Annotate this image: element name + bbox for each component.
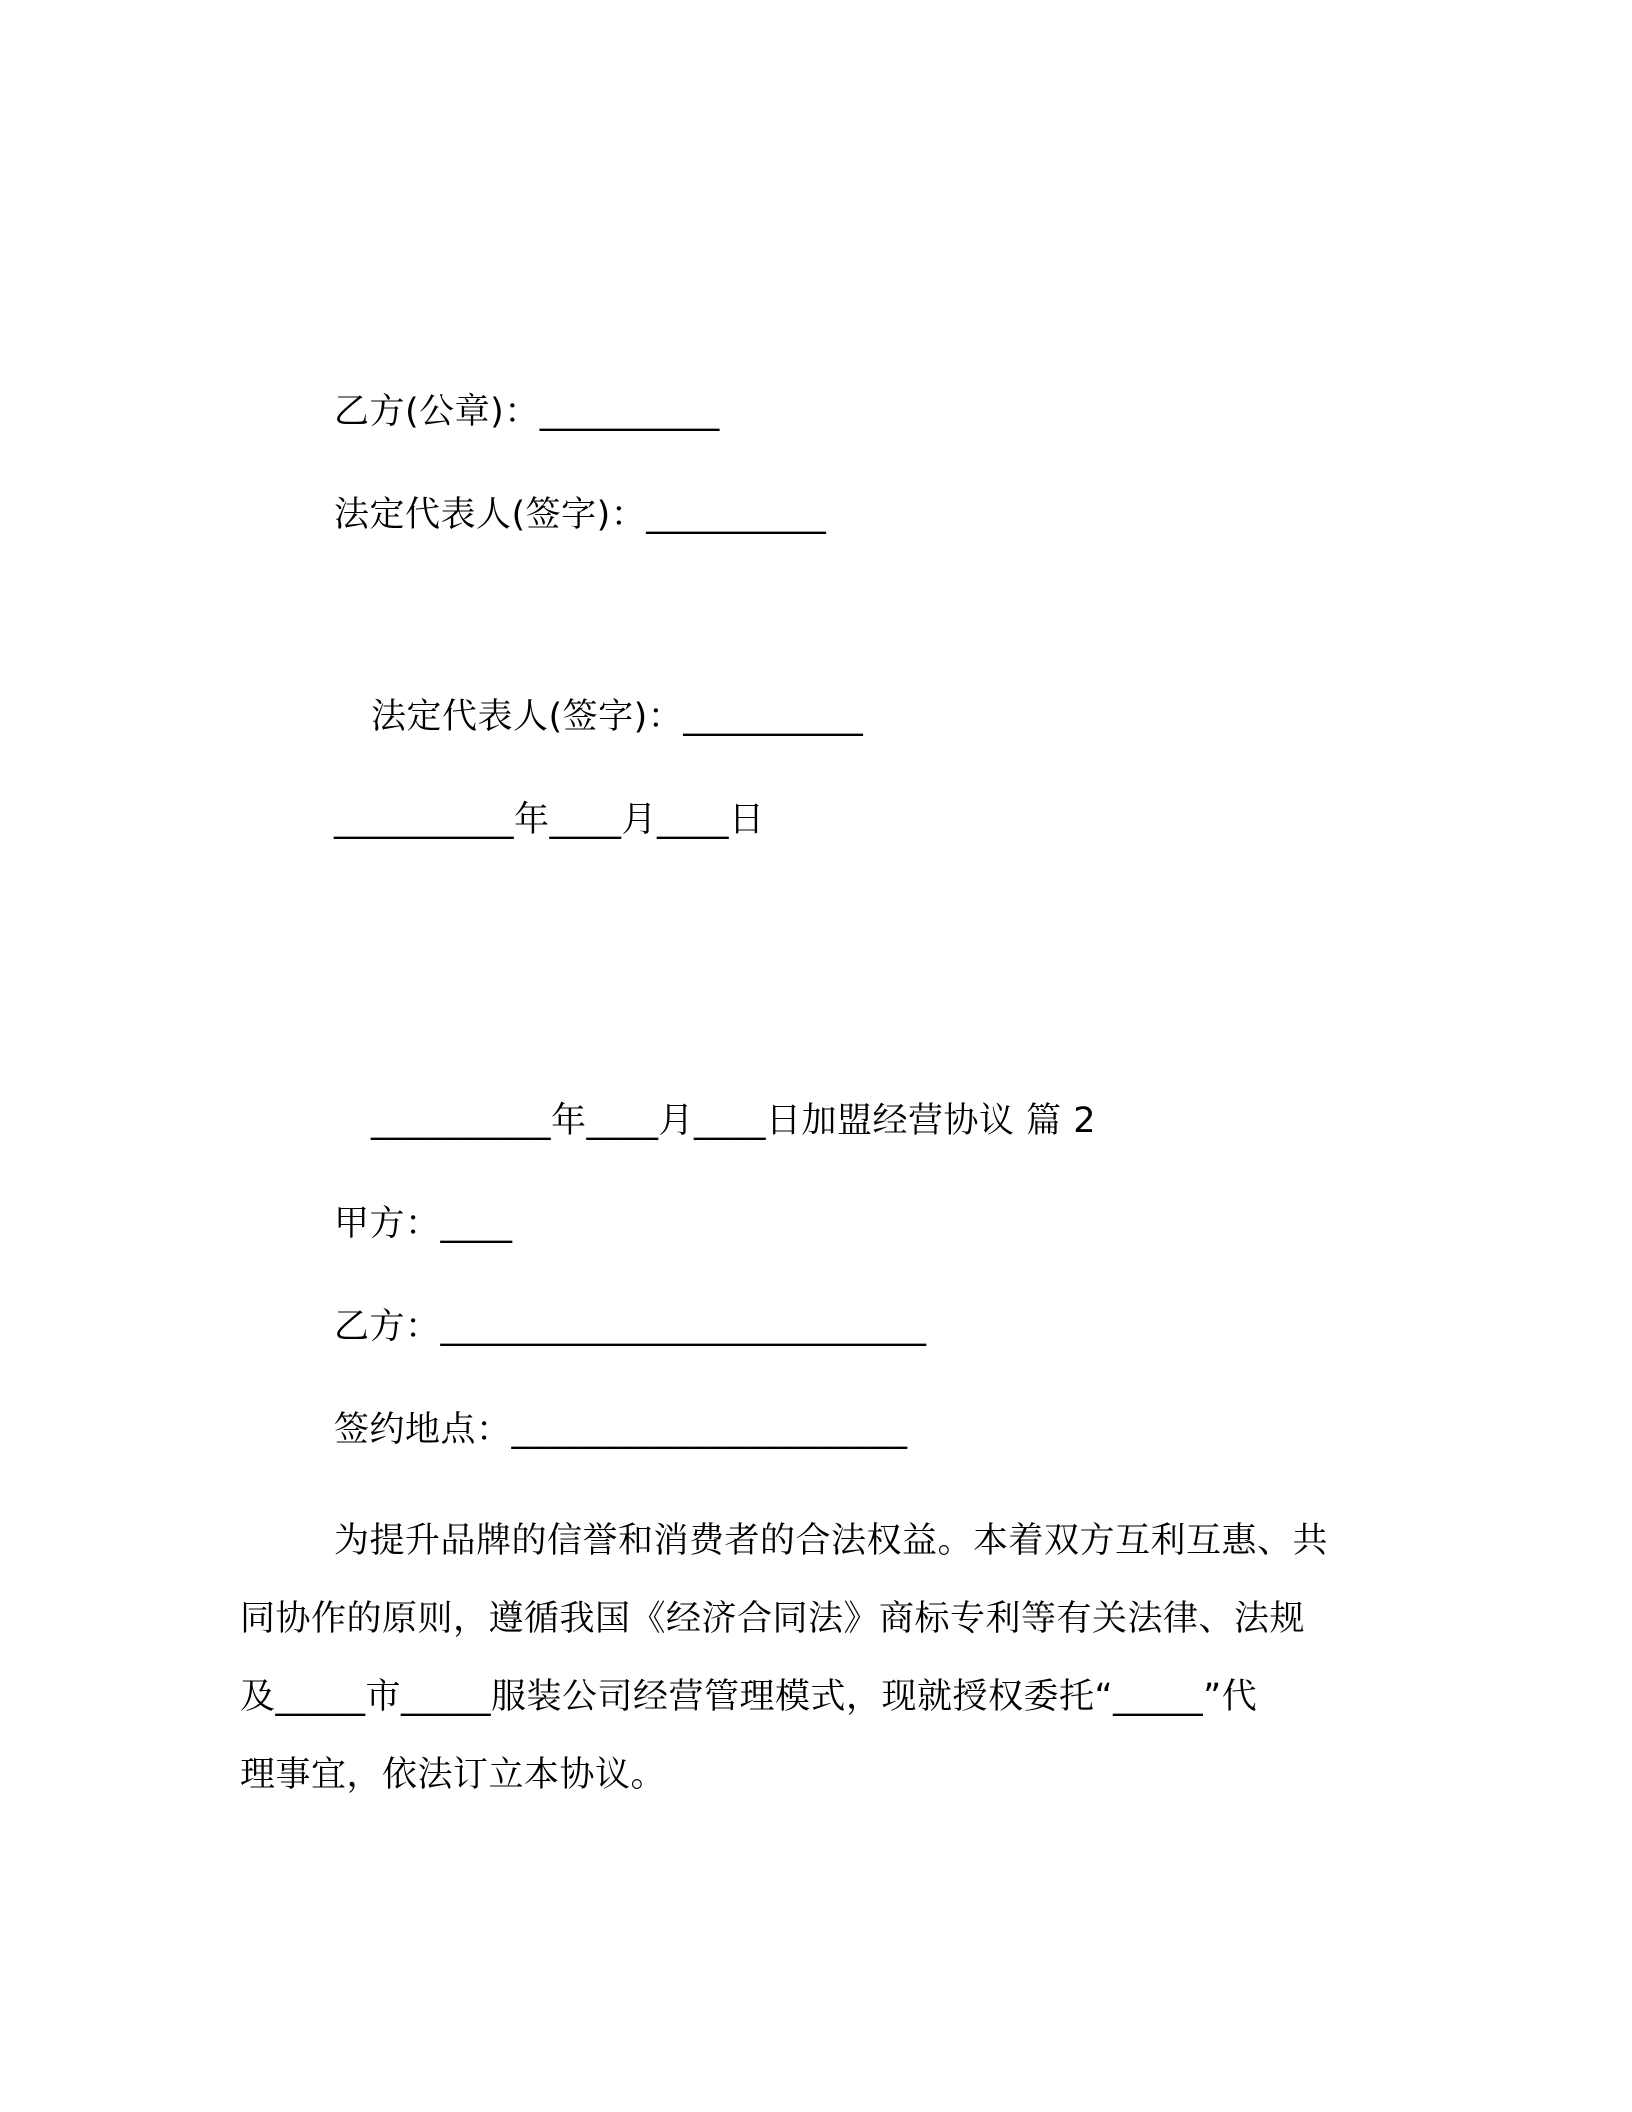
party-a-line: 甲方：____ <box>334 1204 513 1244</box>
paragraph-line: 同协作的原则，遵循我国《经济合同法》商标专利等有关法律、法规 <box>240 1599 1306 1639</box>
agreement-heading: __________年____月____日加盟经营协议 篇 2 <box>371 1101 1097 1141</box>
legal-representative-line: 法定代表人(签字)：__________ <box>371 697 864 737</box>
paragraph-line: 及_____市_____服装公司经营管理模式，现就授权委托“_____”代 <box>240 1677 1258 1717</box>
paragraph-line: 为提升品牌的信誉和消费者的合法权益。本着双方互利互惠、共 <box>334 1521 1329 1561</box>
paragraph-line: 理事宜，依法订立本协议。 <box>240 1755 667 1795</box>
agreement-intro-paragraph <box>240 1502 1380 1814</box>
signature-date-line: __________年____月____日 <box>334 800 765 840</box>
party-b-line: 乙方：___________________________ <box>334 1307 927 1347</box>
legal-representative-line: 法定代表人(签字)：__________ <box>334 495 827 535</box>
party-b-seal-line: 乙方(公章)：__________ <box>334 392 720 432</box>
signing-place-line: 签约地点：______________________ <box>334 1410 908 1450</box>
